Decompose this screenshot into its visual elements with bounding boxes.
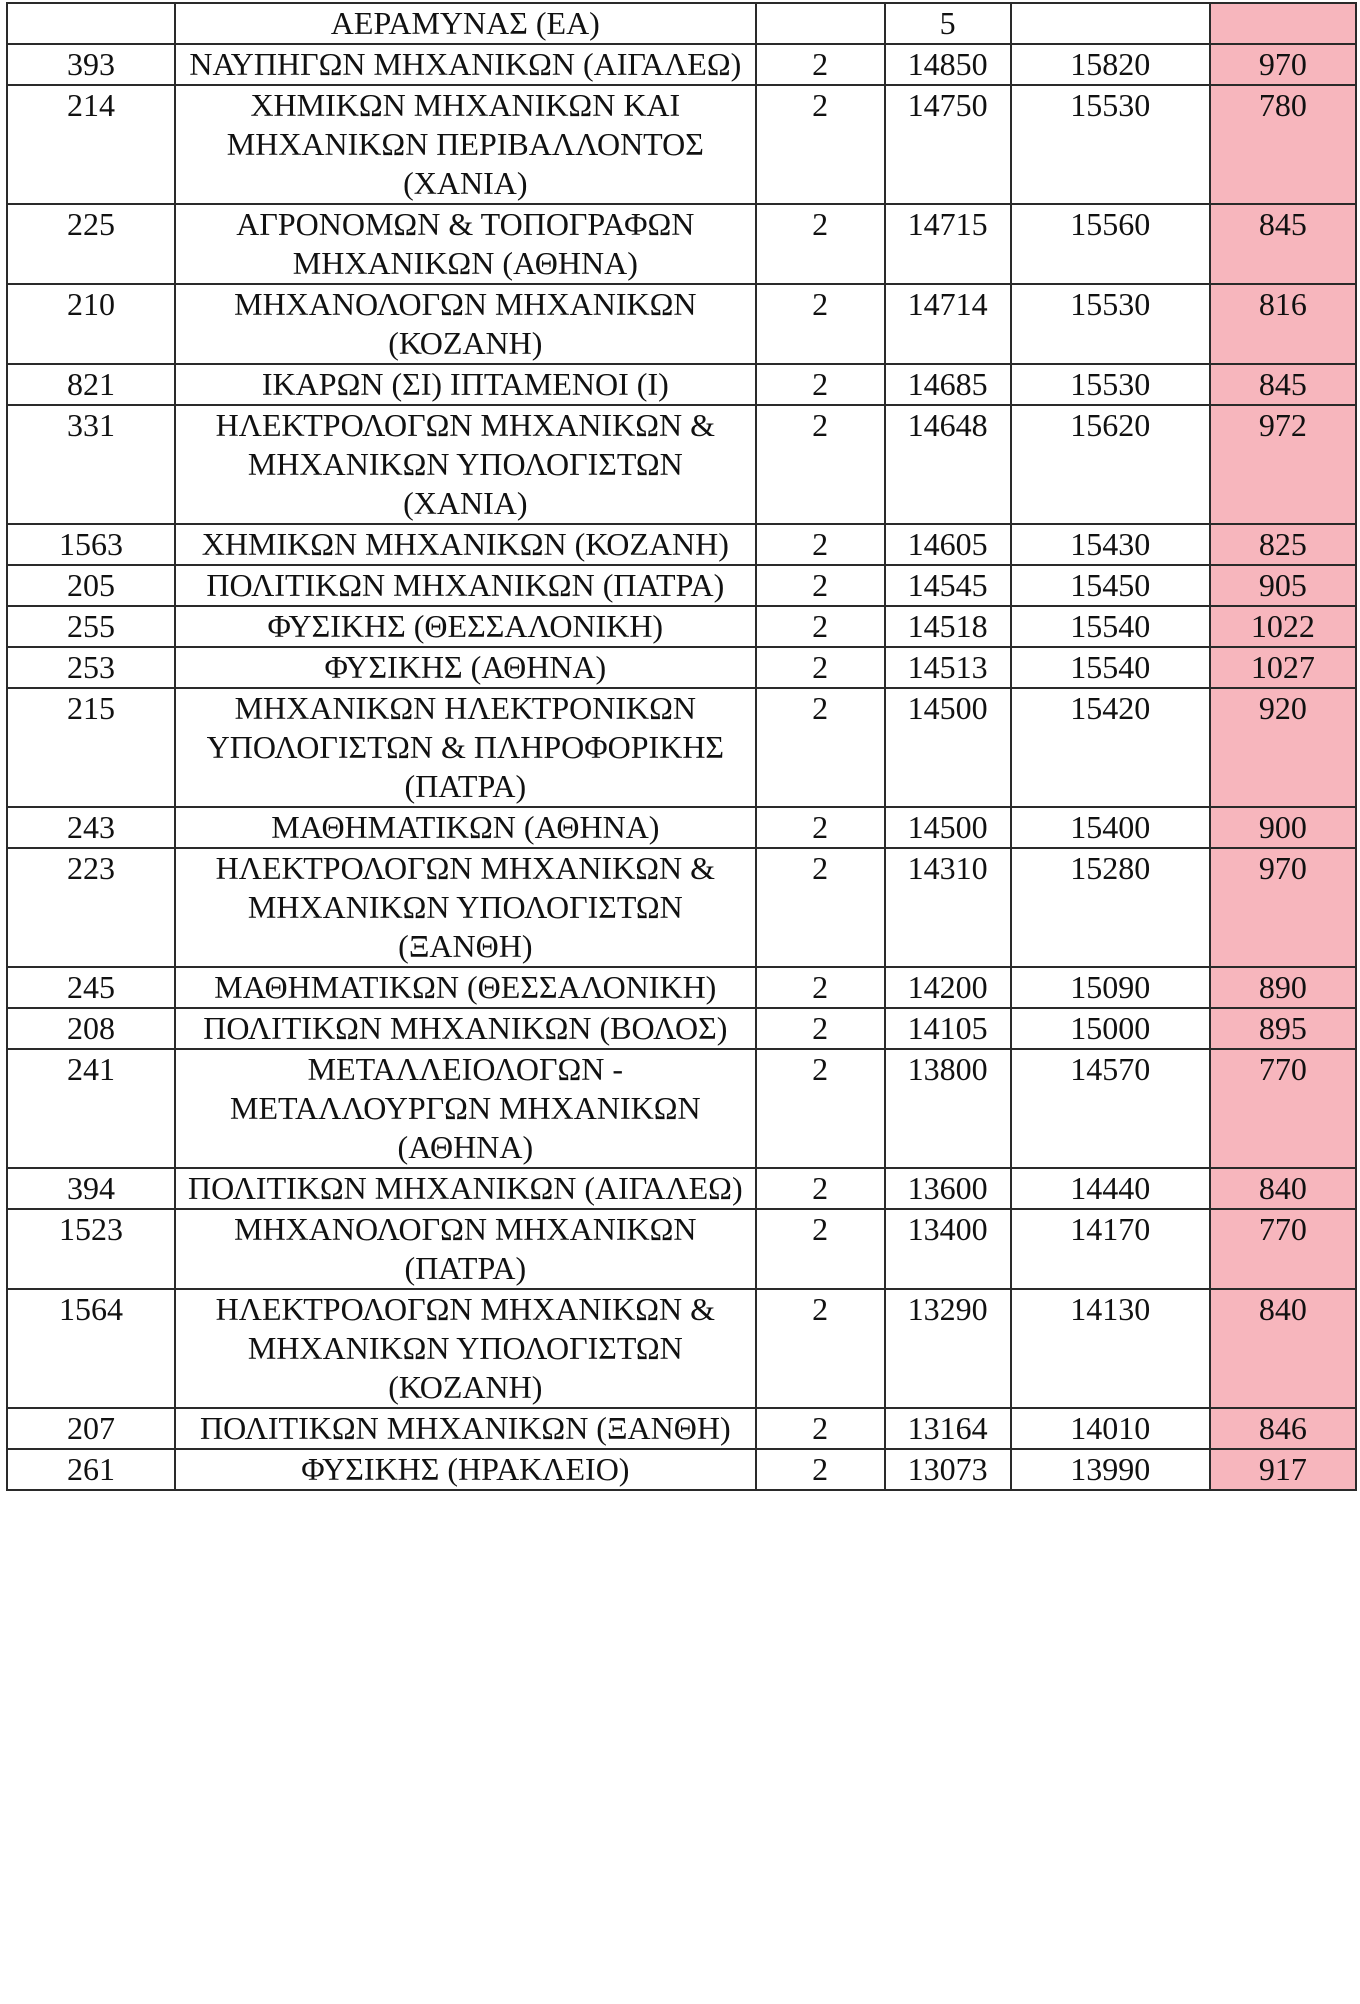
table-row: [7, 524, 1356, 565]
field-cell: 2: [756, 405, 885, 524]
base-cell: 14570: [1011, 1049, 1210, 1168]
field-cell: 2: [756, 1449, 885, 1490]
difference-cell: 905: [1210, 565, 1356, 606]
base-cell: 14010: [1011, 1408, 1210, 1449]
table-row: [7, 405, 1356, 524]
code-cell: [7, 3, 175, 44]
base-cell: 15420: [1011, 688, 1210, 807]
code-cell: 225: [7, 204, 175, 284]
table-row: [7, 1008, 1356, 1049]
code-cell: 223: [7, 848, 175, 967]
score-cell: 14850: [885, 44, 1011, 85]
code-cell: 253: [7, 647, 175, 688]
field-cell: 2: [756, 606, 885, 647]
department-name-cell: ΗΛΕΚΤΡΟΛΟΓΩΝ ΜΗΧΑΝΙΚΩΝ & ΜΗΧΑΝΙΚΩΝ ΥΠΟΛΟΓΙΣΤΩΝ (ΞΑΝΘΗ): [175, 848, 755, 967]
score-cell: 14500: [885, 807, 1011, 848]
department-name-cell: ΝΑΥΠΗΓΩΝ ΜΗΧΑΝΙΚΩΝ (ΑΙΓΑΛΕΩ): [175, 44, 755, 85]
table-row: [7, 3, 1356, 44]
department-name-cell: ΠΟΛΙΤΙΚΩΝ ΜΗΧΑΝΙΚΩΝ (ΒΟΛΟΣ): [175, 1008, 755, 1049]
code-cell: 241: [7, 1049, 175, 1168]
score-cell: 13164: [885, 1408, 1011, 1449]
code-cell: 243: [7, 807, 175, 848]
score-cell: 14750: [885, 85, 1011, 204]
code-cell: 261: [7, 1449, 175, 1490]
base-cell: 15540: [1011, 647, 1210, 688]
department-name-cell: ΙΚΑΡΩΝ (ΣΙ) ΙΠΤΑΜΕΝΟΙ (Ι): [175, 364, 755, 405]
difference-cell: 846: [1210, 1408, 1356, 1449]
department-name-cell: ΦΥΣΙΚΗΣ (ΗΡΑΚΛΕΙΟ): [175, 1449, 755, 1490]
base-cell: 14170: [1011, 1209, 1210, 1289]
field-cell: 2: [756, 364, 885, 405]
department-name-cell: ΠΟΛΙΤΙΚΩΝ ΜΗΧΑΝΙΚΩΝ (ΞΑΝΘΗ): [175, 1408, 755, 1449]
score-cell: 14513: [885, 647, 1011, 688]
difference-cell: 890: [1210, 967, 1356, 1008]
base-cell: 15540: [1011, 606, 1210, 647]
code-cell: 207: [7, 1408, 175, 1449]
department-name-cell: ΜΑΘΗΜΑΤΙΚΩΝ (ΘΕΣΣΑΛΟΝΙΚΗ): [175, 967, 755, 1008]
field-cell: 2: [756, 524, 885, 565]
table-row: [7, 44, 1356, 85]
field-cell: 2: [756, 565, 885, 606]
field-cell: 2: [756, 1049, 885, 1168]
difference-cell: 917: [1210, 1449, 1356, 1490]
department-name-cell: ΗΛΕΚΤΡΟΛΟΓΩΝ ΜΗΧΑΝΙΚΩΝ & ΜΗΧΑΝΙΚΩΝ ΥΠΟΛΟΓΙΣΤΩΝ (ΚΟΖΑΝΗ): [175, 1289, 755, 1408]
department-name-cell: ΧΗΜΙΚΩΝ ΜΗΧΑΝΙΚΩΝ ΚΑΙ ΜΗΧΑΝΙΚΩΝ ΠΕΡΙΒΑΛΛΟΝΤΟΣ (ΧΑΝΙΑ): [175, 85, 755, 204]
field-cell: 2: [756, 85, 885, 204]
department-name-cell: ΑΓΡΟΝΟΜΩΝ & ΤΟΠΟΓΡΑΦΩΝ ΜΗΧΑΝΙΚΩΝ (ΑΘΗΝΑ): [175, 204, 755, 284]
department-name-cell: ΜΗΧΑΝΙΚΩΝ ΗΛΕΚΤΡΟΝΙΚΩΝ ΥΠΟΛΟΓΙΣΤΩΝ & ΠΛΗΡΟΦΟΡΙΚΗΣ (ΠΑΤΡΑ): [175, 688, 755, 807]
field-cell: 2: [756, 1408, 885, 1449]
table-row: [7, 967, 1356, 1008]
score-cell: 14685: [885, 364, 1011, 405]
difference-cell: 970: [1210, 848, 1356, 967]
code-cell: 331: [7, 405, 175, 524]
departments-table: [6, 2, 1357, 1491]
field-cell: [756, 3, 885, 44]
field-cell: 2: [756, 284, 885, 364]
department-name-cell: ΠΟΛΙΤΙΚΩΝ ΜΗΧΑΝΙΚΩΝ (ΑΙΓΑΛΕΩ): [175, 1168, 755, 1209]
difference-cell: 780: [1210, 85, 1356, 204]
difference-cell: 1022: [1210, 606, 1356, 647]
score-cell: 13400: [885, 1209, 1011, 1289]
table-body: [7, 3, 1356, 1490]
difference-cell: 895: [1210, 1008, 1356, 1049]
difference-cell: 970: [1210, 44, 1356, 85]
table-row: [7, 204, 1356, 284]
base-cell: 14130: [1011, 1289, 1210, 1408]
table-row: [7, 364, 1356, 405]
score-cell: 13073: [885, 1449, 1011, 1490]
base-cell: 15530: [1011, 364, 1210, 405]
field-cell: 2: [756, 204, 885, 284]
base-cell: 15280: [1011, 848, 1210, 967]
field-cell: 2: [756, 967, 885, 1008]
score-cell: 13600: [885, 1168, 1011, 1209]
score-cell: 14500: [885, 688, 1011, 807]
table-row: [7, 1209, 1356, 1289]
department-name-cell: ΜΗΧΑΝΟΛΟΓΩΝ ΜΗΧΑΝΙΚΩΝ (ΚΟΖΑΝΗ): [175, 284, 755, 364]
department-name-cell: ΜΕΤΑΛΛΕΙΟΛΟΓΩΝ - ΜΕΤΑΛΛΟΥΡΓΩΝ ΜΗΧΑΝΙΚΩΝ (ΑΘΗΝΑ): [175, 1049, 755, 1168]
difference-cell: 845: [1210, 204, 1356, 284]
difference-cell: 900: [1210, 807, 1356, 848]
difference-cell: 972: [1210, 405, 1356, 524]
base-cell: 14440: [1011, 1168, 1210, 1209]
table-row: [7, 85, 1356, 204]
code-cell: 393: [7, 44, 175, 85]
table-row: [7, 606, 1356, 647]
score-cell: 14200: [885, 967, 1011, 1008]
field-cell: 2: [756, 688, 885, 807]
department-name-cell: ΜΑΘΗΜΑΤΙΚΩΝ (ΑΘΗΝΑ): [175, 807, 755, 848]
field-cell: 2: [756, 1209, 885, 1289]
score-cell: 14518: [885, 606, 1011, 647]
base-cell: 15620: [1011, 405, 1210, 524]
difference-cell: 840: [1210, 1168, 1356, 1209]
difference-cell: 840: [1210, 1289, 1356, 1408]
difference-cell: 845: [1210, 364, 1356, 405]
base-cell: [1011, 3, 1210, 44]
score-cell: 14648: [885, 405, 1011, 524]
code-cell: 1563: [7, 524, 175, 565]
code-cell: 394: [7, 1168, 175, 1209]
department-name-cell: ΠΟΛΙΤΙΚΩΝ ΜΗΧΑΝΙΚΩΝ (ΠΑΤΡΑ): [175, 565, 755, 606]
code-cell: 215: [7, 688, 175, 807]
field-cell: 2: [756, 44, 885, 85]
difference-cell: 770: [1210, 1209, 1356, 1289]
table-row: [7, 647, 1356, 688]
field-cell: 2: [756, 848, 885, 967]
base-cell: 15530: [1011, 85, 1210, 204]
field-cell: 2: [756, 1289, 885, 1408]
table-row: [7, 565, 1356, 606]
code-cell: 1564: [7, 1289, 175, 1408]
department-name-cell: ΑΕΡΑΜΥΝΑΣ (ΕΑ): [175, 3, 755, 44]
code-cell: 821: [7, 364, 175, 405]
difference-cell: 1027: [1210, 647, 1356, 688]
score-cell: 14105: [885, 1008, 1011, 1049]
code-cell: 210: [7, 284, 175, 364]
department-name-cell: ΦΥΣΙΚΗΣ (ΘΕΣΣΑΛΟΝΙΚΗ): [175, 606, 755, 647]
base-cell: 15450: [1011, 565, 1210, 606]
base-cell: 15820: [1011, 44, 1210, 85]
table-row: [7, 1049, 1356, 1168]
score-cell: 14605: [885, 524, 1011, 565]
table-row: [7, 1408, 1356, 1449]
difference-cell: 770: [1210, 1049, 1356, 1168]
code-cell: 1523: [7, 1209, 175, 1289]
table-row: [7, 1449, 1356, 1490]
score-cell: 14714: [885, 284, 1011, 364]
field-cell: 2: [756, 1168, 885, 1209]
code-cell: 255: [7, 606, 175, 647]
score-cell: 14715: [885, 204, 1011, 284]
difference-cell: 825: [1210, 524, 1356, 565]
score-cell: 14545: [885, 565, 1011, 606]
base-cell: 15560: [1011, 204, 1210, 284]
field-cell: 2: [756, 1008, 885, 1049]
table-row: [7, 848, 1356, 967]
code-cell: 205: [7, 565, 175, 606]
code-cell: 214: [7, 85, 175, 204]
table-row: [7, 688, 1356, 807]
code-cell: 245: [7, 967, 175, 1008]
score-cell: 13800: [885, 1049, 1011, 1168]
score-cell: 13290: [885, 1289, 1011, 1408]
difference-cell: 920: [1210, 688, 1356, 807]
base-cell: 15090: [1011, 967, 1210, 1008]
table-row: [7, 1289, 1356, 1408]
code-cell: 208: [7, 1008, 175, 1049]
department-name-cell: ΜΗΧΑΝΟΛΟΓΩΝ ΜΗΧΑΝΙΚΩΝ (ΠΑΤΡΑ): [175, 1209, 755, 1289]
department-name-cell: ΦΥΣΙΚΗΣ (ΑΘΗΝΑ): [175, 647, 755, 688]
base-cell: 15530: [1011, 284, 1210, 364]
field-cell: 2: [756, 807, 885, 848]
base-cell: 15400: [1011, 807, 1210, 848]
table-row: [7, 284, 1356, 364]
base-cell: 13990: [1011, 1449, 1210, 1490]
department-name-cell: ΗΛΕΚΤΡΟΛΟΓΩΝ ΜΗΧΑΝΙΚΩΝ & ΜΗΧΑΝΙΚΩΝ ΥΠΟΛΟΓΙΣΤΩΝ (ΧΑΝΙΑ): [175, 405, 755, 524]
table-row: [7, 1168, 1356, 1209]
score-cell: 5: [885, 3, 1011, 44]
department-name-cell: ΧΗΜΙΚΩΝ ΜΗΧΑΝΙΚΩΝ (ΚΟΖΑΝΗ): [175, 524, 755, 565]
base-cell: 15000: [1011, 1008, 1210, 1049]
difference-cell: [1210, 3, 1356, 44]
base-cell: 15430: [1011, 524, 1210, 565]
difference-cell: 816: [1210, 284, 1356, 364]
score-cell: 14310: [885, 848, 1011, 967]
field-cell: 2: [756, 647, 885, 688]
table-row: [7, 807, 1356, 848]
